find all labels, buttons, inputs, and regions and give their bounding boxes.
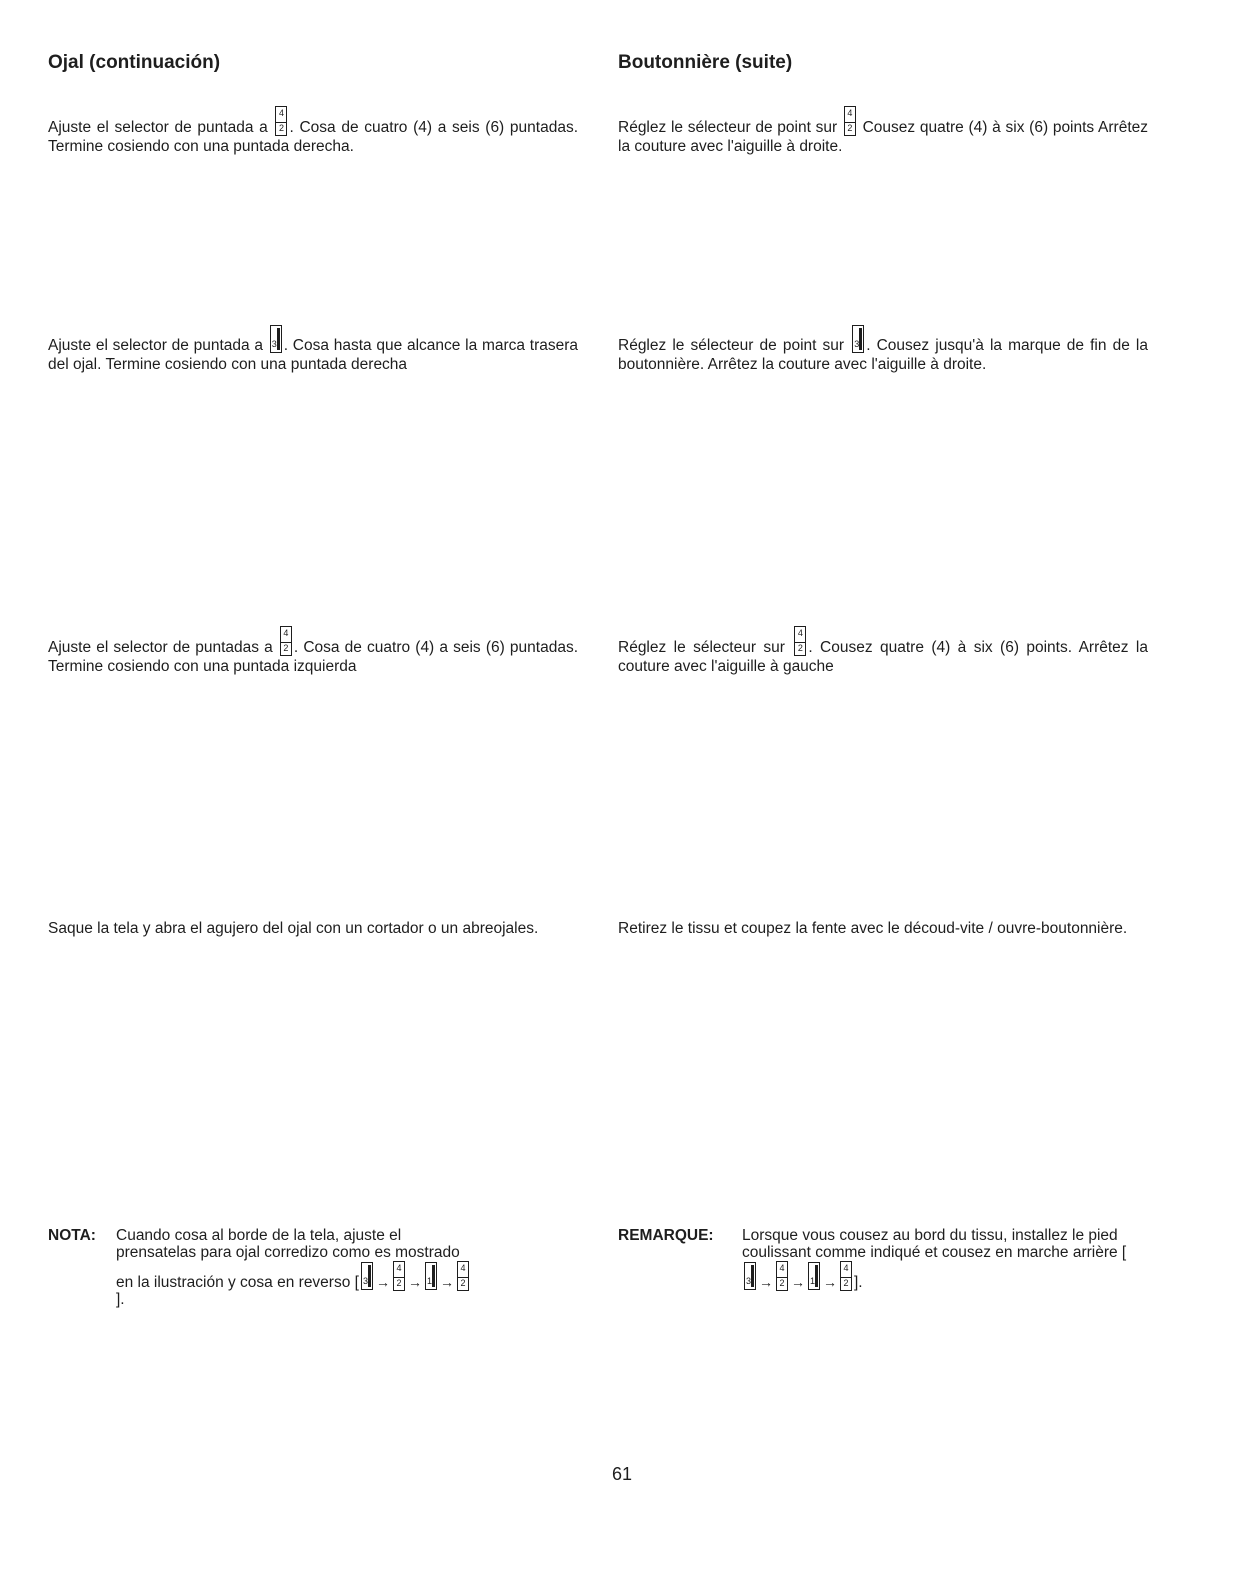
arrow-icon: → bbox=[375, 1274, 390, 1290]
selector-4-2-icon: $\frac{4}{2}$ bbox=[275, 106, 287, 136]
spanish-step-3: Ajuste el selector de puntadas a $\frac{4}{2}$ . Cosa de cuatro (4) a seis (6) puntadas. Termine cosiendo con una puntada izquierda bbox=[48, 628, 578, 675]
selector-4-2-icon: $\frac{4}{2}$ bbox=[840, 1261, 852, 1291]
note-body: Cuando cosa al borde de la tela, ajuste el prensatelas para ojal corredizo como es mostrado en la ilustración y cosa en reverso [ 3 → $\frac{4}{2}$ → 1 → $\frac{4}{2}$ ]. bbox=[116, 1227, 476, 1308]
selector-3-icon: 3 bbox=[270, 325, 282, 353]
french-step-4: Retirez le tissu et coupez la fente avec le découd-vite / ouvre-boutonnière. bbox=[618, 920, 1128, 937]
arrow-icon: → bbox=[791, 1274, 805, 1290]
selector-3-icon: 3 bbox=[852, 325, 864, 353]
selector-4-2-icon: $\frac{4}{2}$ bbox=[393, 1261, 405, 1291]
french-step-3: Réglez le sélecteur sur $\frac{4}{2}$ . Cousez quatre (4) à six (6) points. Arrêtez la couture avec l'aiguille à gauche bbox=[618, 628, 1148, 675]
french-step-2: Réglez le sélecteur de point sur 3 . Cousez jusqu'à la marque de fin de la boutonnière. Arrêtez la couture avec l'aiguille à droite. bbox=[618, 325, 1148, 374]
spanish-step-1: Ajuste el selector de puntada a $\frac{4}{2}$ . Cosa de cuatro (4) a seis (6) puntadas. Termine cosiendo con una puntada derecha. bbox=[48, 108, 579, 155]
selector-4-2-icon: $\frac{4}{2}$ bbox=[844, 106, 856, 136]
french-step-1: Réglez le sélecteur de point sur $\frac{4}{2}$ Cousez quatre (4) à six (6) points Arrêtez la couture avec l'aiguille à droite. bbox=[618, 108, 1148, 155]
selector-1-icon: 1 bbox=[425, 1262, 437, 1290]
arrow-icon: → bbox=[759, 1274, 773, 1290]
spanish-step-2: Ajuste el selector de puntada a 3 . Cosa hasta que alcance la marca trasera del ojal. Termine cosiendo con una puntada derecha bbox=[48, 325, 578, 374]
selector-3-icon: 3 bbox=[744, 1262, 756, 1290]
note-label: NOTA: bbox=[48, 1227, 96, 1244]
arrow-icon: → bbox=[823, 1274, 837, 1290]
selector-1-icon: 1 bbox=[808, 1262, 820, 1290]
page-number: 61 bbox=[611, 1464, 633, 1484]
note-body: Lorsque vous cousez au bord du tissu, installez le pied coulissant comme indiqué et cousez en marche arrière [ 3 → $\frac{4}{2}$ → 1 → $\frac{4}{2}$ ]. bbox=[742, 1227, 1127, 1291]
selector-4-2-icon: $\frac{4}{2}$ bbox=[794, 626, 806, 656]
note-label: REMARQUE: bbox=[618, 1227, 714, 1244]
arrow-icon: → bbox=[439, 1274, 454, 1290]
selector-4-2-icon: $\frac{4}{2}$ bbox=[776, 1261, 788, 1291]
french-heading: Boutonnière (suite) bbox=[618, 52, 793, 73]
selector-4-2-icon: $\frac{4}{2}$ bbox=[457, 1261, 469, 1291]
arrow-icon: → bbox=[407, 1274, 422, 1290]
selector-4-2-icon: $\frac{4}{2}$ bbox=[280, 626, 292, 656]
spanish-heading: Ojal (continuación) bbox=[48, 52, 221, 73]
selector-3-icon: 3 bbox=[361, 1262, 373, 1290]
spanish-step-4: Saque la tela y abra el agujero del ojal con un cortador o un abreojales. bbox=[48, 920, 539, 937]
